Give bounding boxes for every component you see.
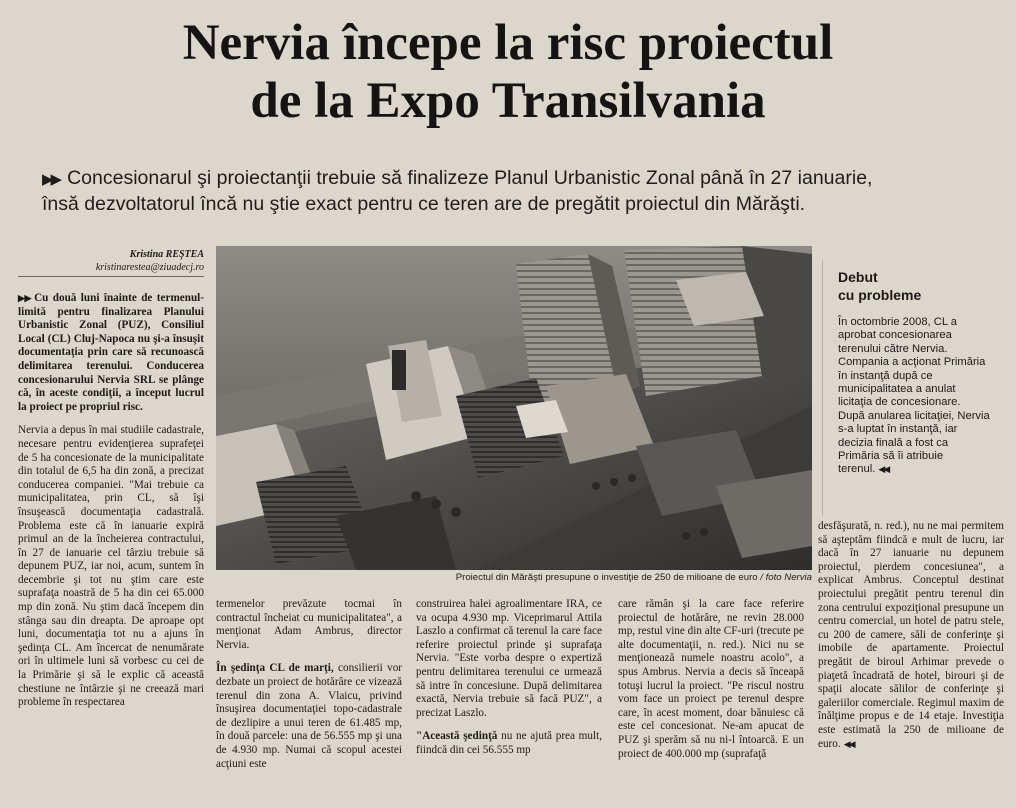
photo-credit: / foto Nervia [757,572,812,583]
body-paragraph: Nervia a depus în mai studiile cadastrale, necesare pentru evidenţierea suprafeţei de 5 ha concesionate de la municipalitate din totalul de 6,5 ha din zonă, a precizat conducerea companiei. "Mai trebuie ca municipalitatea, prin CL, să îşi însuşească documentaţia cadastrală. Problema este că în ianuarie expiră primul an de la încheierea contractului, în 27 de ianuarie cel târziu trebuie să depunem PUZ, iar noi, acum, suntem în decembrie şi tot nu ştim care este suprafaţa noastră de 5 ha din cei 65.000 mp din zonă. Nu ştim dacă începem din stânga sau din dreapta. De aproape opt luni, documentaţia tot nu a ajuns în şedinţa CL. Am încercat de nenumărate ori în ultimele luni să vorbesc cu cei de la Primărie şi să le explic că această chestiune ne întârzie şi ne creează mari probleme în respectarea [18,424,204,709]
body-paragraph: În şedinţa CL de marţi, consilierii vor dezbate un proiect de hotărâre ce vizează terenul din zona A. Vlaicu, privind însuşirea documentaţiei topo-cadastrale de dezlipire a unui teren de 61.485 mp, în două parcele: una de 56.555 mp şi una de 4.930 mp. Numai că scopul acestei acţiuni este [216,662,403,770]
double-arrow-left-icon: ◀◀ [878,464,889,475]
byline-divider [18,276,204,277]
article-column-4 [618,598,804,761]
article-column-2 [216,598,402,771]
sidebar-title: Debut cu probleme [838,269,922,303]
headline [0,14,1016,130]
subheadline-line-2: însă dezvoltatorul încă nu ştie exact pentru ce teren are de pregătit proiectul din Mărăşti. [42,193,806,215]
article-column-1 [18,292,204,710]
body-paragraph: termenelor prevăzute tocmai în contractul încheiat cu municipalitatea", a menţionat Adam Ambrus, director Nervia. [216,598,402,651]
body-paragraph: desfăşurată, n. red.), nu ne mai permitem să aşteptăm fiindcă e mult de lucru, iar dacă în 27 ianuarie nu depunem proiectul, pierdem concesiunea", a explicat Ambrus. Conceptul destinat proiectului pregătit pentru terenul din zona centrului expoziţional presupune un centru comercial, un hotel de patru stele, cu 200 de camere, săli de conferinţe şi imobile de apartamente. Proiectul pregătit de biroul Arhimar prevede o piaţetă încadrată de hotel, birouri şi de spaţii alocate sălilor de conferinţe şi galeriilor comerciale. Regimul maxim de înălţime propus e de 14 etaje. Investiţia este estimată la 250 de milioane de euro. ◀◀ [818,520,1004,750]
lead-paragraph: ▶▶ Cu două luni înainte de termenul-limită pentru finalizarea Planului Urbanistic Zonal (PUZ), Consiliul Local (CL) Cluj-Napoca nu şi-a însuşit documentaţia prin care să recunoască delimitarea terenului. Conducerea concesionarului Nervia SRL se plânge că, în aceste condiţii, a început lucrul la proiect pe propriul risc. [18,292,205,413]
photo-caption [216,572,812,584]
double-arrow-right-icon: ▶▶ [18,293,32,303]
body-paragraph: "Această şedinţă nu ne ajută prea mult, fiindcă din cei 56.555 mp [416,730,602,756]
double-arrow-left-icon: ◀◀ [843,738,854,749]
byline [18,248,204,274]
headline-line-2: de la Expo Transilvania [250,73,766,129]
double-arrow-right-icon: ▶▶ [42,171,60,188]
article-column-3 [416,598,602,758]
subheadline [42,166,992,217]
article-column-5 [818,520,1004,751]
headline-line-1: Nervia începe la risc proiectul [182,15,834,71]
author-name: Kristina REŞTEA [129,249,204,260]
project-rendering-photo [216,246,812,570]
body-paragraph: construirea halei agroalimentare IRA, ce va ocupa 4.930 mp. Viceprimarul Attila Laszlo a confirmat că terenul la care face referire proiectul prinde şi suprafaţa Nervia. "Este vorba despre o expertiză pentru delimitarea terenului ce urmează să intre în concesiune. După delimitarea exactă, Nervia trebuie să facă PUZ", a precizat Laszlo. [416,598,602,719]
body-paragraph: care rămân şi la care face referire proiectul de hotărâre, ne revin 28.000 mp, restul vine din alte CF-uri (trecute pe alte documentaţii, n. red.). Nici nu se menţionează numele noastru acolo", a spus Ambrus. Nervia a decis să înceapă totuşi lucrul la proiect. "Pe riscul nostru vom face un proiect pe terenul despre care, în acest moment, doar bănuiesc că este cel concesionat. Ne-am apucat de PUZ şi sperăm să nu ni-l întoarcă. E un proiect de 400.000 mp (suprafaţă [618,598,804,760]
subheadline-line-1: Concesionarul şi proiectanţii trebuie să finalizeze Planul Urbanistic Zonal până în 27 ianuarie, [67,167,873,189]
sidebar-body: În octombrie 2008, CL a aprobat concesionarea terenului către Nervia. Compania a acţionat Primăria în instanţă după ce municipalitatea a anulat licitaţia de concesionare. După anularea licitaţiei, Nervia s-a luptat în instanţă, iar decizia finală a fost ca Primăria să îi atribuie terenul. ◀◀ [838,316,990,476]
caption-text: Proiectul din Mărăşti presupune o investiţie de 250 de milioane de euro [455,572,758,583]
author-email: kristinarestea@ziuadecj.ro [95,262,204,273]
architecture-render-image [216,246,812,570]
